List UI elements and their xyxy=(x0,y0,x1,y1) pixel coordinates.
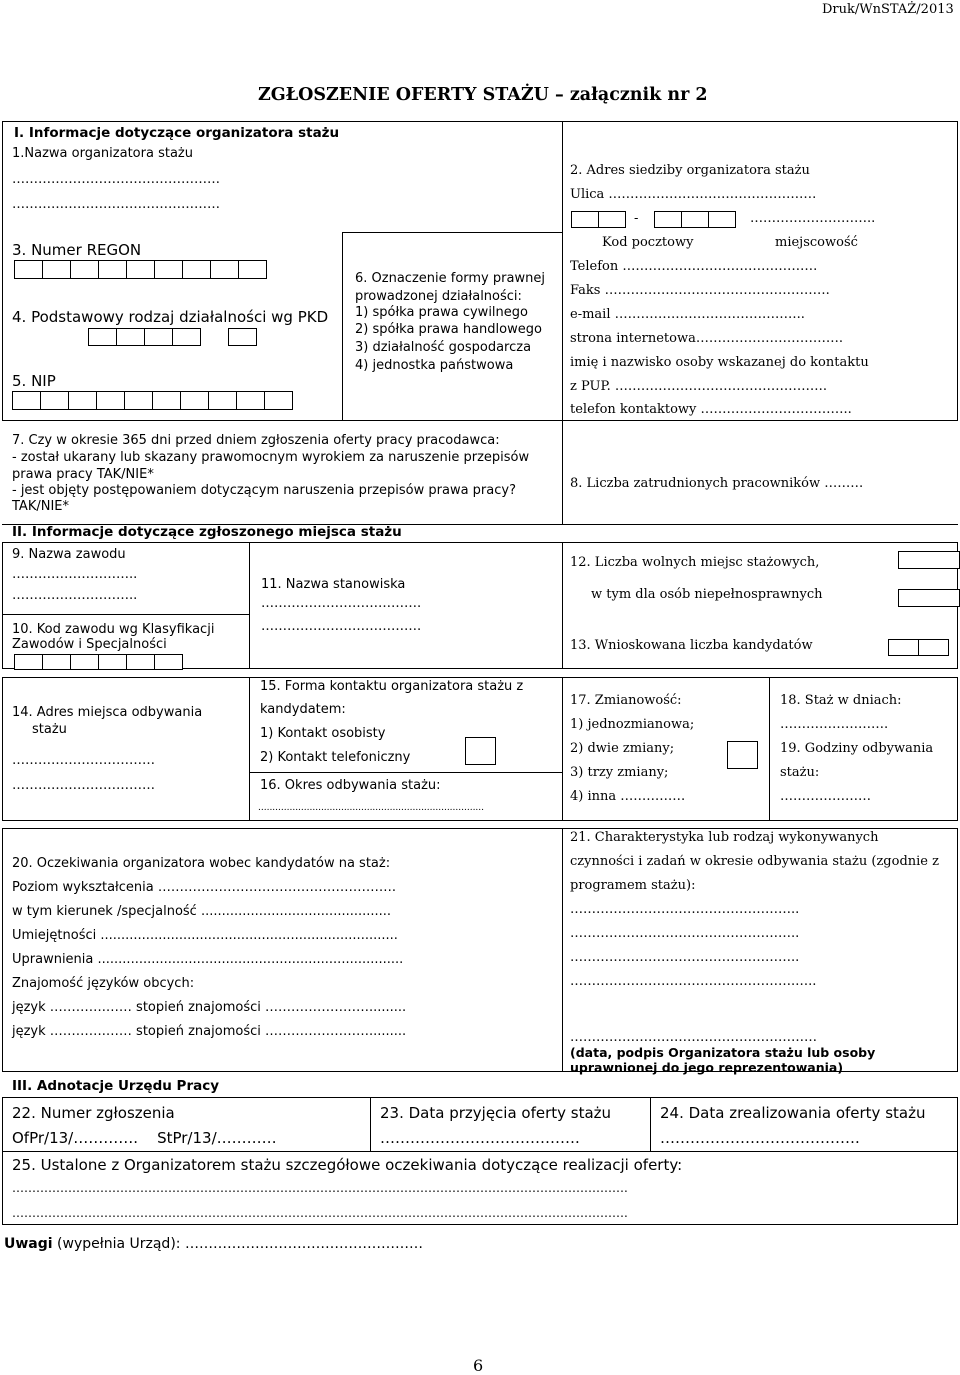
disabled-vacancies-input[interactable] xyxy=(898,589,960,607)
org-name-label: 1.Nazwa organizatora stażu xyxy=(12,146,193,161)
profession-code-digit-box[interactable] xyxy=(154,654,183,670)
q7-line-2: - został ukarany lub skazany prawomocnym wyrokiem za naruszenie przepisów xyxy=(12,450,530,465)
hours-label-2: stażu: xyxy=(780,765,820,780)
postal-digit-box[interactable] xyxy=(598,211,626,228)
nip-digit-box[interactable] xyxy=(96,391,125,410)
permissions-field[interactable]: Uprawnienia .......................................................................... xyxy=(12,952,404,967)
postal-dash: - xyxy=(634,211,639,226)
street-field[interactable]: Ulica ………………………………………… xyxy=(570,187,817,202)
regon-digit-box[interactable] xyxy=(42,260,71,279)
divider xyxy=(249,772,562,773)
org-name-line-1[interactable]: ………………………………………… xyxy=(12,172,220,187)
contact-form-option-2: 2) Kontakt telefoniczny xyxy=(260,750,411,765)
regon-digit-box[interactable] xyxy=(98,260,127,279)
hours-field[interactable]: ………………… xyxy=(780,789,871,804)
pkd-digit-box[interactable] xyxy=(172,328,201,346)
legal-form-option-2: 2) spółka prawa handlowego xyxy=(355,322,542,337)
signature-caption-2: uprawnionej do jego reprezentowania) xyxy=(570,1060,844,1075)
divider xyxy=(769,677,770,821)
divider xyxy=(2,1151,958,1152)
position-label: 11. Nazwa stanowiska xyxy=(261,577,406,592)
position-line-2[interactable]: ………………………………. xyxy=(261,619,422,634)
education-field[interactable]: Poziom wykształcenia ………………………………………………. xyxy=(12,880,396,895)
tasks-label-2: czynności i zadań w okresie odbywania stażu (zgodnie z xyxy=(570,854,939,869)
notes-row[interactable] xyxy=(4,1236,423,1252)
pkd-letter-box[interactable] xyxy=(228,328,257,346)
registration-number-field[interactable]: OfPr/13/…………. StPr/13/………… xyxy=(12,1129,277,1147)
nip-digit-box[interactable] xyxy=(152,391,181,410)
legal-form-option-1: 1) spółka prawa cywilnego xyxy=(355,305,528,320)
divider xyxy=(650,1097,651,1151)
profession-code-digit-box[interactable] xyxy=(126,654,155,670)
completion-date-label: 24. Data zrealizowania oferty stażu xyxy=(660,1104,926,1122)
disabled-vacancies-label: w tym dla osób niepełnosprawnych xyxy=(591,587,823,602)
completion-date-field[interactable]: …………………………………. xyxy=(660,1129,860,1147)
org-name-line-2[interactable]: ………………………………………… xyxy=(12,197,220,212)
q7-line-5: TAK/NIE* xyxy=(12,499,70,514)
period-label: 16. Okres odbywania stażu: xyxy=(260,778,441,793)
shifts-option-1: 1) jednozmianowa; xyxy=(570,717,695,732)
pkd-digit-box[interactable] xyxy=(88,328,117,346)
nip-label: 5. NIP xyxy=(12,372,56,390)
signature-line[interactable]: ………………………………………………… xyxy=(570,1030,817,1045)
section2-heading: II. Informacje dotyczące zgłoszonego miejsca stażu xyxy=(12,524,402,540)
divider xyxy=(562,542,563,669)
contact-person-field[interactable]: z PUP. …………………………………………. xyxy=(570,379,827,394)
divider xyxy=(249,542,250,669)
nip-digit-box[interactable] xyxy=(40,391,69,410)
signature-caption-1: (data, podpis Organizatora stażu lub osoby xyxy=(570,1045,876,1060)
legal-form-option-3: 3) działalność gospodarcza xyxy=(355,340,532,355)
profession-line-1[interactable]: ……………………….. xyxy=(12,567,138,582)
contact-form-checkbox[interactable] xyxy=(465,737,496,765)
days-field[interactable]: ……………………. xyxy=(780,717,889,732)
page-number: 6 xyxy=(473,1356,484,1375)
tasks-line-4[interactable]: …………………………………………….….. xyxy=(570,974,817,989)
nip-digit-box[interactable] xyxy=(264,391,293,410)
pkd-label: 4. Podstawowy rodzaj działalności wg PKD xyxy=(12,308,329,326)
nip-digit-box[interactable] xyxy=(68,391,97,410)
tasks-label-3: programem stażu): xyxy=(570,878,696,893)
major-field[interactable]: w tym kierunek /specjalność .............................................. xyxy=(12,904,392,919)
postal-code-caption: Kod pocztowy xyxy=(602,235,694,250)
shifts-checkbox[interactable] xyxy=(727,741,758,769)
postal-digit-box[interactable] xyxy=(654,211,682,228)
nip-digit-box[interactable] xyxy=(208,391,237,410)
detailed-expectations-line-1[interactable]: ………………………………………………………………………………………………………………………………………. xyxy=(12,1181,628,1195)
email-field[interactable]: e-mail …………………………………….. xyxy=(570,307,805,322)
shifts-option-4[interactable]: 4) inna …………… xyxy=(570,789,686,804)
fax-field[interactable]: Faks ……………………………………………. xyxy=(570,283,830,298)
language-field-1[interactable]: język ………….…… stopień znajomości ……………………......... xyxy=(12,1000,407,1015)
legal-form-option-4: 4) jednostka państwowa xyxy=(355,358,514,373)
regon-digit-box[interactable] xyxy=(238,260,267,279)
contact-form-option-1: 1) Kontakt osobisty xyxy=(260,726,386,741)
acceptance-date-field[interactable]: …………………………………. xyxy=(380,1129,580,1147)
employees-count-field[interactable]: 8. Liczba zatrudnionych pracowników ……… xyxy=(570,476,864,491)
tasks-line-2[interactable]: …………………………………………….. xyxy=(570,926,800,941)
internship-address-line-2[interactable]: …………………………… xyxy=(12,778,155,793)
website-field[interactable]: strona internetowa……………………………. xyxy=(570,331,843,346)
tasks-label-1: 21. Charakterystyka lub rodzaj wykonywanych xyxy=(570,830,879,845)
pkd-digit-box[interactable] xyxy=(144,328,173,346)
page-title: ZGŁOSZENIE OFERTY STAŻU – załącznik nr 2 xyxy=(258,85,708,105)
postal-digit-box[interactable] xyxy=(681,211,709,228)
contact-form-label-2: kandydatem: xyxy=(260,702,346,717)
expectations-label: 20. Oczekiwania organizatora wobec kandydatów na staż: xyxy=(12,856,391,871)
language-field-2[interactable]: język ………….…… stopień znajomości ……………………......... xyxy=(12,1024,407,1039)
section1-heading: I. Informacje dotyczące organizatora stażu xyxy=(14,125,340,141)
nip-digit-box[interactable] xyxy=(124,391,153,410)
position-line-1[interactable]: ………………………………. xyxy=(261,596,422,611)
q7-line-4: - jest objęty postępowaniem dotyczącym naruszenia przepisów prawa pracy? xyxy=(12,483,516,498)
detailed-expectations-label: 25. Ustalone z Organizatorem stażu szczegółowe oczekiwania dotyczące realizacji oferty: xyxy=(12,1156,683,1174)
profession-label: 9. Nazwa zawodu xyxy=(12,547,126,562)
shifts-option-3: 3) trzy zmiany; xyxy=(570,765,669,780)
regon-digit-box[interactable] xyxy=(14,260,43,279)
tasks-line-1[interactable]: …………………………………………….. xyxy=(570,902,800,917)
contact-form-label-1: 15. Forma kontaktu organizatora stażu z xyxy=(260,679,524,694)
profession-line-2[interactable]: ……………………….. xyxy=(12,588,138,603)
divider xyxy=(562,677,563,821)
contact-phone-field[interactable]: telefon kontaktowy …………………………….. xyxy=(570,402,852,417)
divider xyxy=(370,1097,371,1151)
tasks-line-3[interactable]: …………………………………………….. xyxy=(570,950,800,965)
regon-label: 3. Numer REGON xyxy=(12,241,142,259)
phone-field[interactable]: Telefon ……………………………………… xyxy=(570,259,818,274)
postal-digit-box[interactable] xyxy=(708,211,736,228)
registration-number-label: 22. Numer zgłoszenia xyxy=(12,1104,175,1122)
profession-code-digit-box[interactable] xyxy=(70,654,99,670)
detailed-expectations-line-2[interactable]: ………………………………………………………………………………………………………………………………………. xyxy=(12,1206,628,1220)
regon-digit-box[interactable] xyxy=(182,260,211,279)
profession-code-label-2: Zawodów i Specjalności xyxy=(12,637,167,652)
pkd-digit-box[interactable] xyxy=(116,328,145,346)
divider xyxy=(249,677,250,821)
legal-form-label-1: 6. Oznaczenie formy prawnej xyxy=(355,271,545,286)
languages-label: Znajomość języków obcych: xyxy=(12,976,195,991)
internship-address-line-1[interactable]: …………………………… xyxy=(12,753,155,768)
profession-code-label-1: 10. Kod zawodu wg Klasyfikacji xyxy=(12,622,215,637)
q7-line-1: 7. Czy w okresie 365 dni przed dniem zgłoszenia oferty pracy pracodawca: xyxy=(12,433,500,448)
section3-heading: III. Adnotacje Urzędu Pracy xyxy=(12,1078,220,1094)
nip-digit-box[interactable] xyxy=(180,391,209,410)
city-caption: miejscowość xyxy=(775,235,858,250)
nip-digit-box[interactable] xyxy=(236,391,265,410)
internship-address-label-1: 14. Adres miejsca odbywania xyxy=(12,705,203,720)
notes-label: Uwagi xyxy=(4,1236,53,1252)
divider xyxy=(562,828,563,1072)
candidates-digit-box[interactable] xyxy=(888,639,919,656)
vacancies-input[interactable] xyxy=(898,551,960,569)
internship-address-label-2: stażu xyxy=(32,722,67,737)
candidates-label: 13. Wnioskowana liczba kandydatów xyxy=(570,638,813,653)
profession-code-digit-box[interactable] xyxy=(98,654,127,670)
shifts-option-2: 2) dwie zmiany; xyxy=(570,741,675,756)
regon-digit-box[interactable] xyxy=(154,260,183,279)
regon-digit-box[interactable] xyxy=(210,260,239,279)
profession-code-digit-box[interactable] xyxy=(42,654,71,670)
hours-label-1: 19. Godziny odbywania xyxy=(780,741,934,756)
days-label: 18. Staż w dniach: xyxy=(780,693,902,708)
candidates-digit-box[interactable] xyxy=(918,639,949,656)
divider xyxy=(2,614,249,615)
vacancies-label: 12. Liczba wolnych miejsc stażowych, xyxy=(570,555,820,570)
profession-code-digit-box[interactable] xyxy=(14,654,43,670)
city-field[interactable]: ……………………….. xyxy=(750,211,876,226)
skills-field[interactable]: Umiejętności ........................................................................ xyxy=(12,928,398,943)
regon-digit-box[interactable] xyxy=(70,260,99,279)
q7-line-3: prawa pracy TAK/NIE* xyxy=(12,467,154,482)
shifts-label: 17. Zmianowość: xyxy=(570,693,682,708)
acceptance-date-label: 23. Data przyjęcia oferty stażu xyxy=(380,1104,612,1122)
document-code: Druk/WnSTAŻ/2013 xyxy=(822,2,954,17)
regon-digit-box[interactable] xyxy=(126,260,155,279)
postal-digit-box[interactable] xyxy=(571,211,599,228)
notes-field[interactable]: (wypełnia Urząd): …………………………………………… xyxy=(52,1236,423,1252)
period-field[interactable]: ............................................................................... xyxy=(258,803,485,813)
address-label: 2. Adres siedziby organizatora stażu xyxy=(570,163,810,178)
legal-form-label-2: prowadzonej działalności: xyxy=(355,289,522,304)
contact-person-label: imię i nazwisko osoby wskazanej do kontaktu xyxy=(570,355,869,370)
nip-digit-box[interactable] xyxy=(12,391,41,410)
